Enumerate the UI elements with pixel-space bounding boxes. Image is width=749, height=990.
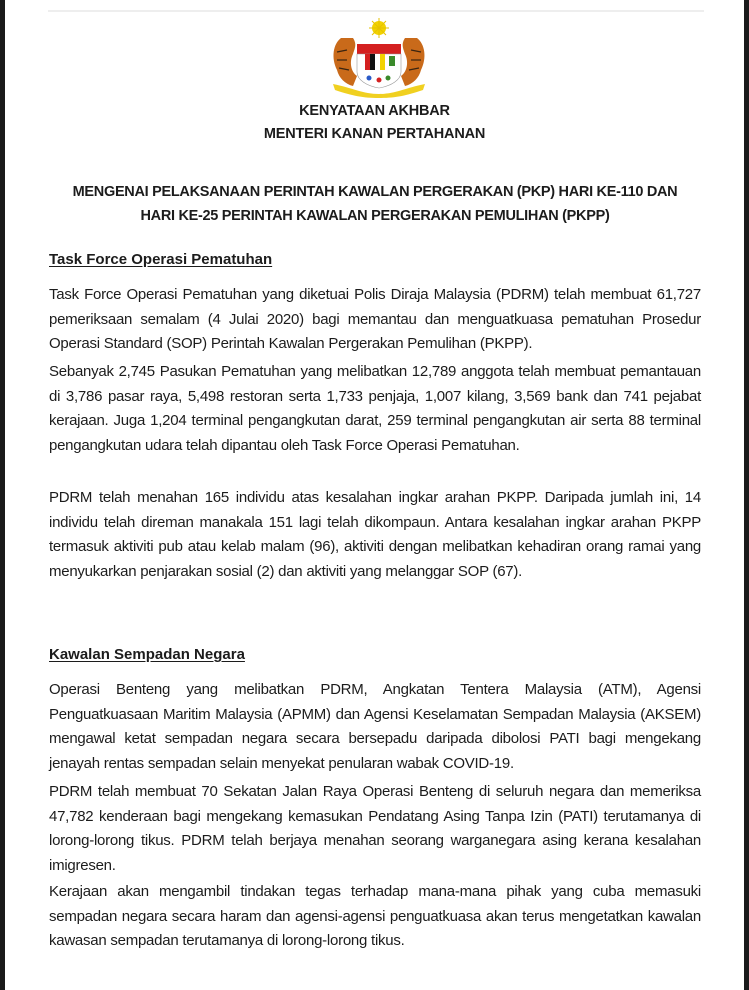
document-page [5, 0, 744, 990]
paragraph: PDRM telah menahan 165 individu atas kesalahan ingkar arahan PKPP. Daripada jumlah ini, 14 individu telah direman manakala 151 lagi telah dikompaun. Antara kesalahan ingkar arahan PKPP termasuk aktiviti pub atau kelab malam (96), aktiviti dengan melibatkan kehadiran orang ramai yang menyukarkan penjarakan sosial (2) dan aktiviti yang melanggar SOP (67). [49, 489, 701, 580]
coat-of-arms-icon [323, 18, 435, 98]
paragraph: PDRM telah membuat 70 Sekatan Jalan Raya Operasi Benteng di seluruh negara dan memeriksa 47,782 kenderaan bagi mengekang kemasukan Pendatang Asing Tanpa Izin (PATI) terutamanya di lorong-lorong tikus. PDRM telah berjaya menahan seorang warganegara asing kerana kesalahan imigresen. [49, 783, 701, 874]
section-heading-task-force: Task Force Operasi Pematuhan [49, 251, 273, 268]
header-line-1: KENYATAAN AKHBAR [299, 103, 450, 119]
header-line-2: MENTERI KANAN PERTAHANAN [263, 126, 486, 142]
section-heading-border-control: Kawalan Sempadan Negara [49, 646, 245, 663]
paragraph: Operasi Benteng yang melibatkan PDRM, Angkatan Tentera Malaysia (ATM), Agensi Penguatkuasaan Maritim Malaysia (APMM) dan Agensi Keselamatan Sempadan Malaysia (AKSEM) mengawal ketat sempadan negara secara bersepadu daripada dibolosi PATI bagi mengekang jenayah rentas sempadan selain menyekat penularan wabak COVID-19. [49, 681, 701, 772]
top-divider [48, 10, 704, 12]
paragraph: Kerajaan akan mengambil tindakan tegas terhadap mana-mana pihak yang cuba memasuki sempadan negara secara haram dan agensi-agensi penguatkuasa akan terus mengetatkan kawalan kawasan sempadan terutamanya di lorong-lorong tikus. [49, 883, 701, 949]
paragraph: Task Force Operasi Pematuhan yang diketuai Polis Diraja Malaysia (PDRM) telah membuat 61,727 pemeriksaan semalam (4 Julai 2020) bagi memantau dan menguatkuasa pematuhan Prosedur Operasi Standard (SOP) Perintah Kawalan Pergerakan Pemulihan (PKPP). [49, 286, 701, 352]
press-release-title: MENGENAI PELAKSANAAN PERINTAH KAWALAN PERGERAKAN (PKP) HARI KE-110 DAN HARI KE-25 PERINTAH KAWALAN PERGERAKAN PEMULIHAN (PKPP) [72, 184, 678, 224]
paragraph: Sebanyak 2,745 Pasukan Pematuhan yang melibatkan 12,789 anggota telah membuat pemantauan di 3,786 pasar raya, 5,498 restoran serta 1,733 penjaja, 1,007 kilang, 3,569 bank dan 741 pejabat kerajaan. Juga 1,204 terminal pengangkutan darat, 259 terminal pengangkutan air serta 88 terminal pengangkutan udara telah dipantau oleh Task Force Operasi Pematuhan. [49, 363, 701, 454]
